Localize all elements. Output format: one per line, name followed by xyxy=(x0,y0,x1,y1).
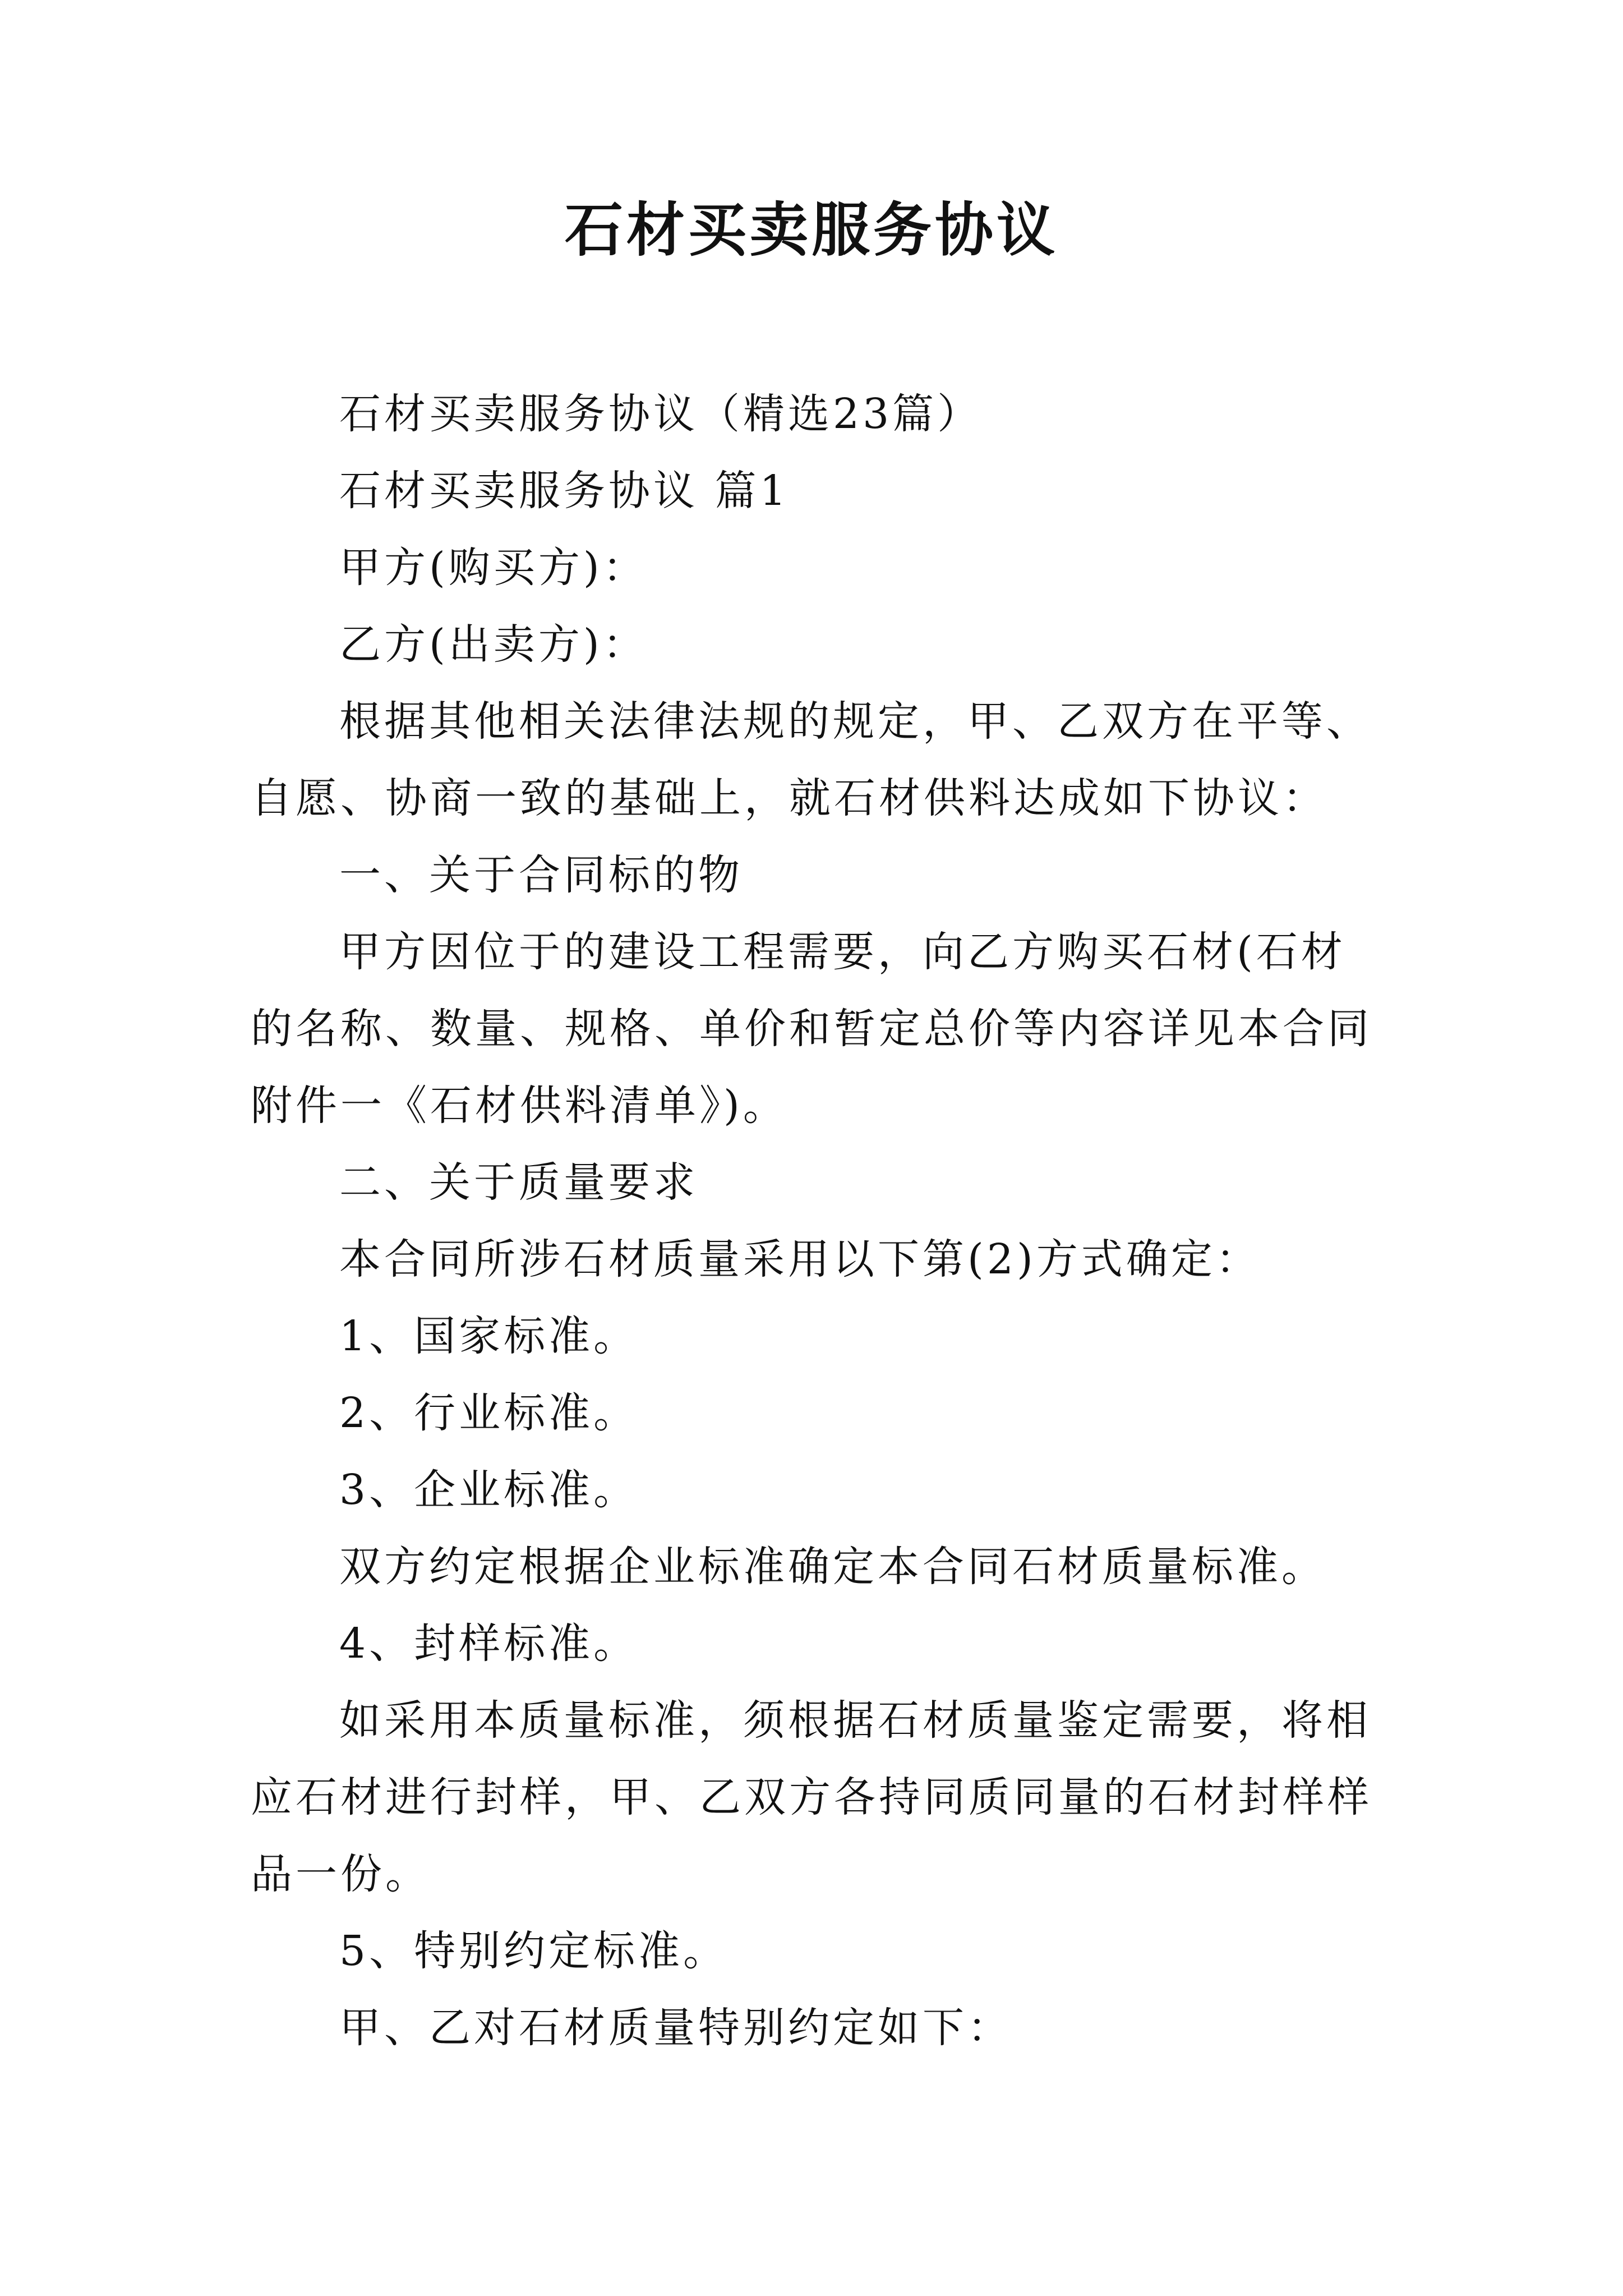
paragraph-sample-standard: 4、封样标准。 xyxy=(339,1619,639,1668)
paragraph-party-b: 乙方(出卖方)： xyxy=(339,620,648,669)
paragraph-article-number: 石材买卖服务协议 篇1 xyxy=(339,467,790,515)
paragraph-section-quality: 二、关于质量要求 xyxy=(339,1158,698,1207)
paragraph-special-standard: 5、特别约定标准。 xyxy=(339,1927,728,1975)
paragraph-industry-standard: 2、行业标准。 xyxy=(339,1389,639,1437)
document-title: 石材买卖服务协议 xyxy=(564,195,1058,264)
document-body xyxy=(251,376,1384,2067)
paragraph-heading-selection: 石材买卖服务协议（精选23篇） xyxy=(339,390,983,438)
paragraph-quality-method: 本合同所涉石材质量采用以下第(2)方式确定： xyxy=(339,1235,1261,1283)
paragraph-section-subject: 一、关于合同标的物 xyxy=(339,851,743,899)
paragraph-party-a: 甲方(购买方)： xyxy=(339,544,648,592)
paragraph-enterprise-agreement: 双方约定根据企业标准确定本合同石材质量标准。 xyxy=(339,1543,1326,1591)
paragraph-special-agreement: 甲、乙对石材质量特别约定如下： xyxy=(339,2004,1012,2052)
paragraph-enterprise-standard: 3、企业标准。 xyxy=(339,1466,639,1514)
paragraph-preamble: 根据其他相关法律法规的规定，甲、乙双方在平等、自愿、协商一致的基础上，就石材供料达成如下协议： xyxy=(251,697,1371,822)
paragraph-subject-detail: 甲方因位于的建设工程需要，向乙方购买石材(石材的名称、数量、规格、单价和暂定总价等内容详见本合同附件一《石材供料清单》)。 xyxy=(251,928,1372,1130)
paragraph-sample-detail: 如采用本质量标准，须根据石材质量鉴定需要，将相应石材进行封样，甲、乙双方各持同质同量的石材封样样品一份。 xyxy=(251,1696,1372,1898)
paragraph-national-standard: 1、国家标准。 xyxy=(339,1312,639,1360)
